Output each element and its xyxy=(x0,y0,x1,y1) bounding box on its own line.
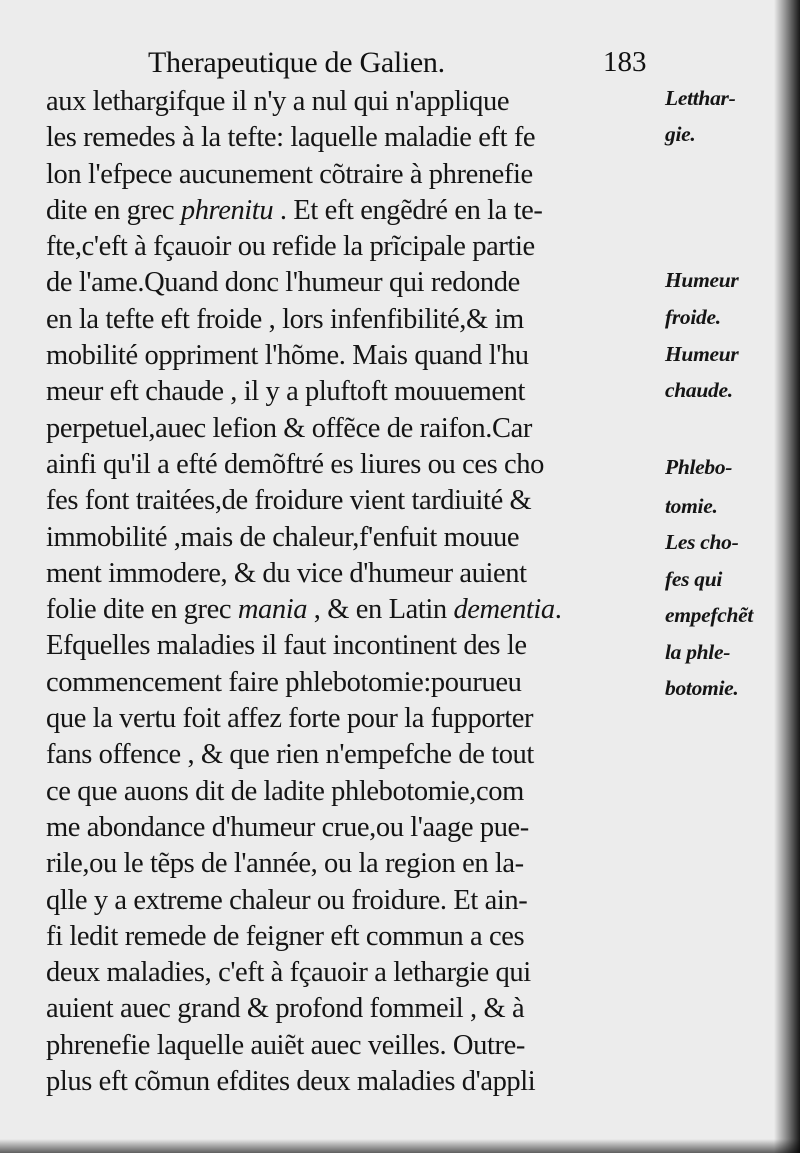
text-segment: folie dite en grec xyxy=(46,594,238,626)
page-edge-shadow xyxy=(774,0,800,1153)
text-line xyxy=(46,411,661,447)
margin-note: botomie. xyxy=(665,676,739,700)
text-line xyxy=(46,1064,661,1100)
page-number: 183 xyxy=(603,46,647,78)
text-segment: plus eft cõmun efdites deux maladies d'appli xyxy=(46,1066,536,1098)
text-line xyxy=(46,774,661,810)
margin-note: fes qui xyxy=(665,567,723,591)
text-segment: , & en Latin xyxy=(307,594,454,626)
text-line xyxy=(46,193,661,229)
text-segment: . xyxy=(554,594,562,626)
text-line xyxy=(46,265,661,301)
text-line xyxy=(46,592,661,628)
italic-term: phrenitu xyxy=(180,194,274,226)
text-segment: de l'ame.Quand donc l'humeur qui redonde xyxy=(46,267,520,299)
text-line xyxy=(46,556,661,592)
margin-note: Humeur xyxy=(665,268,739,292)
text-line xyxy=(46,447,661,483)
text-segment: perpetuel,auec lefion & offẽce de raifon.Car xyxy=(46,412,532,444)
text-segment: me abondance d'humeur crue,ou l'aage pue- xyxy=(46,811,529,843)
text-line xyxy=(46,628,661,664)
text-line xyxy=(46,701,661,737)
margin-note: gie. xyxy=(665,122,696,146)
italic-term: mania xyxy=(237,594,308,626)
margin-note: Les cho- xyxy=(665,530,739,554)
text-segment: rile,ou le tẽps de l'année, ou la region en la- xyxy=(46,848,524,880)
text-segment: aux lethargifque il n'y a nul qui n'applique xyxy=(46,86,510,117)
text-segment: ce que auons dit de ladite phlebotomie,com xyxy=(46,775,524,807)
text-segment: que la vertu foit affez forte pour la fupporter xyxy=(46,703,534,735)
text-line xyxy=(46,338,661,374)
margin-note: la phle- xyxy=(665,640,731,664)
text-segment: mobilité oppriment l'hõme. Mais quand l'hu xyxy=(46,340,529,372)
margin-note: tomie. xyxy=(665,494,718,518)
text-segment: les remedes à la tefte: laquelle maladie eft fe xyxy=(46,122,536,154)
text-line xyxy=(46,737,661,773)
text-line xyxy=(46,955,661,991)
text-line xyxy=(46,84,661,120)
text-line xyxy=(46,157,661,193)
text-line xyxy=(46,846,661,882)
text-segment: fes font traitées,de froidure vient tardiuité & xyxy=(46,485,532,517)
text-segment: phrenefie laquelle auiẽt auec veilles. Outre- xyxy=(46,1029,525,1061)
running-head: Therapeutique de Galien. xyxy=(148,46,445,79)
text-segment: meur eft chaude , il y a pluftoft mouuement xyxy=(46,376,526,408)
text-line xyxy=(46,1028,661,1064)
text-segment: fans offence , & que rien n'empefche de tout xyxy=(46,739,534,771)
text-segment: dite en grec xyxy=(46,194,181,226)
text-line xyxy=(46,919,661,955)
text-segment: immobilité ,mais de chaleur,f'enfuit mouue xyxy=(46,521,520,553)
margin-note: Letthar- xyxy=(665,86,736,110)
text-line xyxy=(46,483,661,519)
text-segment: qlle y a extreme chaleur ou froidure. Et ain- xyxy=(46,884,528,916)
text-segment: commencement faire phlebotomie:pourueu xyxy=(46,666,522,698)
margin-note: Phlebo- xyxy=(665,455,733,479)
italic-term: dementia xyxy=(453,594,555,626)
text-segment: deux maladies, c'eft à fçauoir a lethargie qui xyxy=(46,957,531,989)
text-line xyxy=(46,374,661,410)
body-text xyxy=(46,84,661,1100)
text-line xyxy=(46,665,661,701)
margin-note: froide. xyxy=(665,305,721,329)
text-line xyxy=(46,302,661,338)
margin-note: empefchẽt xyxy=(665,603,754,627)
text-segment: ainfi qu'il a efté demõftré es liures ou ces cho xyxy=(46,448,544,480)
margin-note: Humeur xyxy=(665,342,739,366)
text-segment: fte,c'eft à fçauoir ou refide la prĩcipale partie xyxy=(46,231,535,263)
text-segment: fi ledit remede de feigner eft commun a ces xyxy=(46,920,525,952)
text-line xyxy=(46,991,661,1027)
text-segment: en la tefte eft froide , lors infenfibilité,& im xyxy=(46,303,524,335)
text-segment: lon l'efpece aucunement cõtraire à phrenefie xyxy=(46,158,533,190)
text-line xyxy=(46,229,661,265)
text-segment: auient auec grand & profond fommeil , & à xyxy=(46,993,525,1025)
text-segment: . Et eft engẽdré en la te- xyxy=(273,194,543,226)
text-line xyxy=(46,810,661,846)
text-segment: Efquelles maladies il faut incontinent des le xyxy=(46,630,527,662)
text-line xyxy=(46,120,661,156)
margin-note: chaude. xyxy=(665,378,733,402)
page-edge-shadow xyxy=(0,1139,800,1153)
text-line xyxy=(46,520,661,556)
text-segment: ment immodere, & du vice d'humeur auient xyxy=(46,557,527,589)
text-line xyxy=(46,883,661,919)
